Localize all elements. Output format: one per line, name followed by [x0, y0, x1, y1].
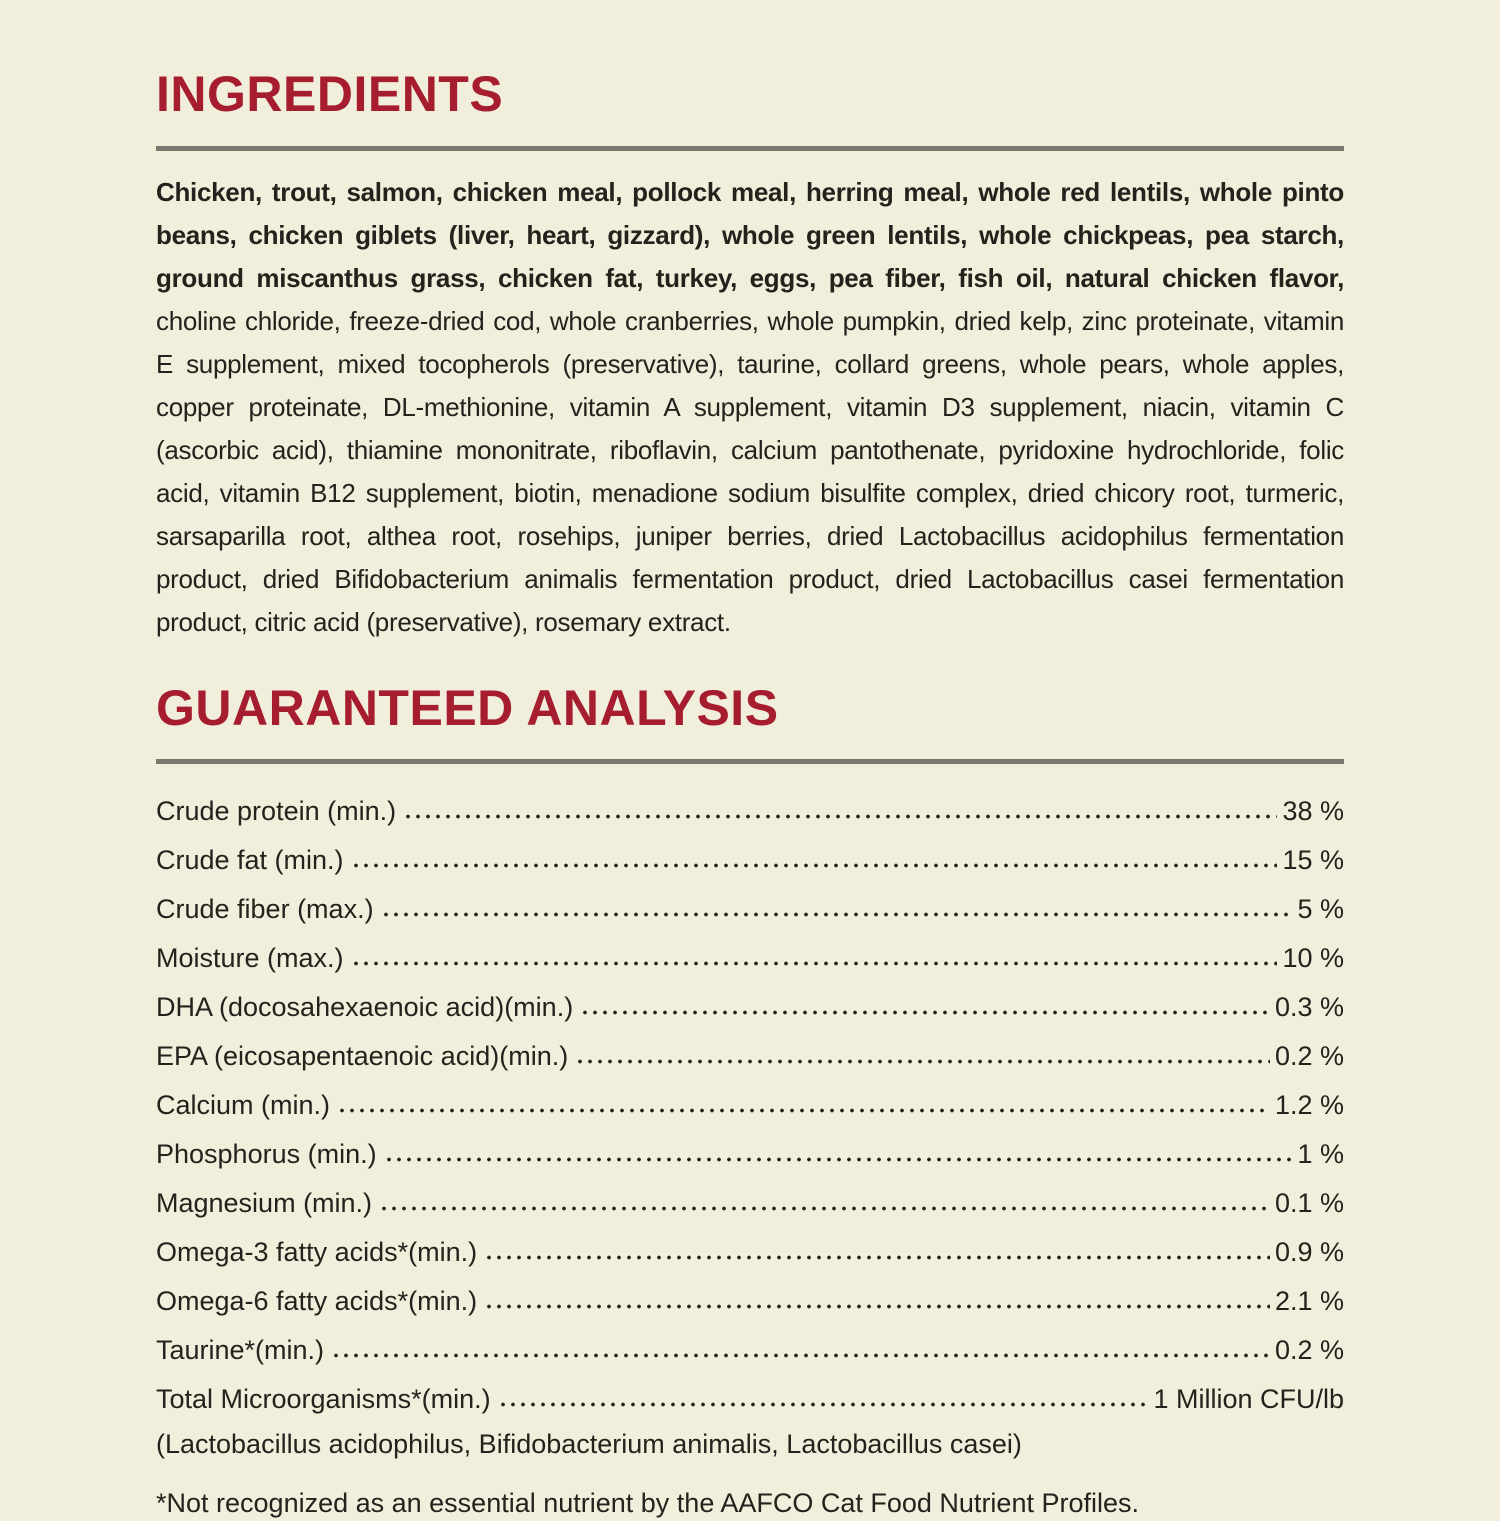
ingredients-bold-text: Chicken, trout, salmon, chicken meal, pollock meal, herring meal, whole red lentils, whole pinto beans, chicken giblets (liver, heart, gizzard), whole green lentils, whole chickpeas, pea starch, ground miscanthus grass, chicken fat, turkey, eggs, pea fiber, fish oil, natural chicken flavor,: [156, 176, 1344, 293]
table-row: [156, 925, 1344, 974]
ingredients-section-title: INGREDIENTS: [156, 66, 504, 122]
nutrient-label: Magnesium (min.): [156, 1187, 373, 1218]
dot-leader: [379, 1206, 1270, 1211]
dot-leader: [384, 1157, 1293, 1162]
section-divider: [156, 759, 1344, 764]
nutrient-value: 1 Million CFU/lb: [1153, 1383, 1344, 1414]
nutrient-value: 0.9 %: [1274, 1236, 1344, 1267]
nutrient-value: 10 %: [1282, 942, 1344, 973]
nutrient-label: Phosphorus (min.): [156, 1138, 377, 1169]
nutrient-label: Calcium (min.): [156, 1089, 331, 1120]
guaranteed-analysis-table: [156, 778, 1344, 1415]
dot-leader: [580, 1010, 1270, 1015]
section-divider: [156, 146, 1344, 151]
table-row: [156, 827, 1344, 876]
dot-leader: [403, 814, 1277, 819]
table-row: [156, 1023, 1344, 1072]
nutrient-label: Moisture (max.): [156, 942, 344, 973]
nutrient-value: 0.2 %: [1274, 1334, 1344, 1365]
table-row: [156, 1268, 1344, 1317]
table-row: [156, 1170, 1344, 1219]
nutrient-label: EPA (eicosapentaenoic acid)(min.): [156, 1040, 569, 1071]
table-row: [156, 1072, 1344, 1121]
table-row: [156, 974, 1344, 1023]
table-row: [156, 1366, 1344, 1415]
microorganisms-note: (Lactobacillus acidophilus, Bifidobacterium animalis, Lactobacillus casei): [156, 1429, 1022, 1459]
dot-leader: [351, 961, 1278, 966]
nutrient-value: 2.1 %: [1274, 1285, 1344, 1316]
nutrient-value: 0.2 %: [1274, 1040, 1344, 1071]
dot-leader: [331, 1353, 1270, 1358]
aafco-footnote: *Not recognized as an essential nutrient by the AAFCO Cat Food Nutrient Profiles.: [156, 1488, 1139, 1519]
nutrient-label: Taurine*(min.): [156, 1334, 325, 1365]
nutrient-value: 1 %: [1297, 1138, 1344, 1169]
nutrient-label: Crude protein (min.): [156, 795, 397, 826]
nutrient-value: 1.2 %: [1274, 1089, 1344, 1120]
nutrient-value: 0.1 %: [1274, 1187, 1344, 1218]
nutrient-value: 15 %: [1282, 844, 1344, 875]
table-row: [156, 778, 1344, 827]
guaranteed-analysis-section-title: GUARANTEED ANALYSIS: [156, 679, 779, 736]
dot-leader: [351, 863, 1278, 868]
nutrient-value: 5 %: [1297, 893, 1344, 924]
table-row: [156, 1219, 1344, 1268]
nutrient-value: 38 %: [1282, 795, 1344, 826]
nutrient-label: Omega-3 fatty acids*(min.): [156, 1236, 478, 1267]
ingredients-paragraph: [156, 171, 1344, 644]
dot-leader: [498, 1402, 1149, 1407]
nutrient-value: 0.3 %: [1274, 991, 1344, 1022]
nutrient-label: Omega-6 fatty acids*(min.): [156, 1285, 478, 1316]
nutrient-label: Crude fiber (max.): [156, 893, 374, 924]
table-row: [156, 1317, 1344, 1366]
nutrient-label: DHA (docosahexaenoic acid)(min.): [156, 991, 574, 1022]
ingredients-regular-text: choline chloride, freeze-dried cod, whole cranberries, whole pumpkin, dried kelp, zinc proteinate, vitamin E supplement, mixed tocopherols (preservative), taurine, collard greens, whole pears, whole apples, copper proteinate, DL-methionine, vitamin A supplement, vitamin D3 supplement, niacin, vitamin C (ascorbic acid), thiamine mononitrate, riboflavin, calcium pantothenate, pyridoxine hydrochloride, folic acid, vitamin B12 supplement, biotin, menadione sodium bisulfite complex, dried chicory root, turmeric, sarsaparilla root, althea root, rosehips, juniper berries, dried Lactobacillus acidophilus fermentation product, dried Bifidobacterium animalis fermentation product, dried Lactobacillus casei fermentation product, citric acid (preservative), rosemary extract.: [156, 305, 1344, 637]
nutrient-label: Crude fat (min.): [156, 844, 344, 875]
dot-leader: [484, 1255, 1270, 1260]
dot-leader: [381, 912, 1293, 917]
nutrient-label: Total Microorganisms*(min.): [156, 1383, 491, 1414]
dot-leader: [575, 1059, 1270, 1064]
table-row: [156, 876, 1344, 925]
dot-leader: [337, 1108, 1270, 1113]
dot-leader: [484, 1304, 1270, 1309]
table-row: [156, 1121, 1344, 1170]
